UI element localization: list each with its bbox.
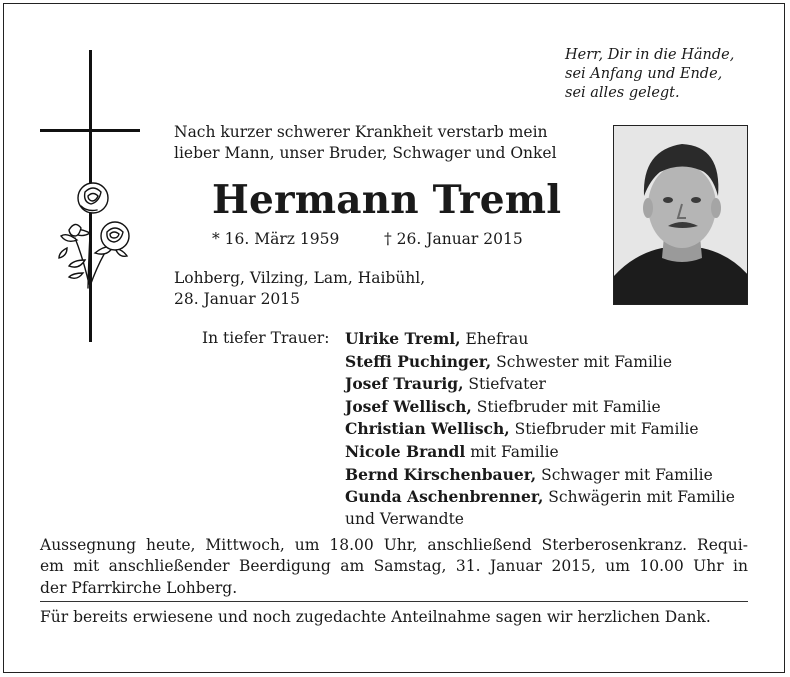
mourner-entry bbox=[345, 418, 735, 441]
place-line: Lohberg, Vilzing, Lam, Haibühl, bbox=[174, 269, 426, 287]
death-date: † 26. Januar 2015 bbox=[384, 230, 523, 248]
mourners-closing: und Verwandte bbox=[345, 509, 464, 528]
service-line: Aussegnung heute, Mittwoch, um 18.00 Uhr, anschließend Sterberosenkranz. Requi- bbox=[40, 536, 748, 554]
mourners-label: In tiefer Trauer: bbox=[202, 329, 330, 347]
date-line: 28. Januar 2015 bbox=[174, 290, 301, 308]
mourner-name: Ulrike Treml, bbox=[345, 329, 461, 348]
quote-line: sei Anfang und Ende, bbox=[565, 66, 723, 82]
quote-line: Herr, Dir in die Hände, bbox=[565, 47, 735, 63]
mourner-entry bbox=[345, 328, 735, 351]
portrait-image bbox=[614, 126, 748, 305]
mourner-entry bbox=[345, 351, 735, 374]
place-date bbox=[174, 268, 425, 310]
mourner-name: Bernd Kirschenbauer, bbox=[345, 464, 537, 484]
mourner-entry bbox=[345, 486, 735, 509]
roses-icon bbox=[55, 178, 135, 290]
portrait-photo bbox=[613, 125, 748, 305]
mourner-entry bbox=[345, 396, 735, 419]
mourner-relation: Schwager mit Familie bbox=[536, 465, 713, 484]
divider bbox=[40, 601, 748, 602]
mourner-relation: Stiefbruder mit Familie bbox=[509, 420, 699, 439]
mourner-relation: Ehefrau bbox=[460, 330, 529, 348]
mourner-relation: Schwägerin mit Familie bbox=[543, 488, 735, 507]
birth-date: * 16. März 1959 bbox=[212, 230, 340, 248]
deceased-name: Hermann Treml bbox=[212, 177, 562, 223]
mourner-entry bbox=[345, 373, 735, 396]
mourner-relation: mit Familie bbox=[465, 442, 559, 461]
thanks-text: Für bereits erwiesene und noch zugedachte Anteilnahme sagen wir herzlichen Dank. bbox=[40, 608, 711, 626]
mourner-name: Steffi Puchinger, bbox=[345, 351, 492, 371]
intro-text bbox=[174, 122, 557, 164]
mourner-relation: Schwester mit Familie bbox=[491, 352, 672, 371]
service-line: der Pfarrkirche Lohberg. bbox=[40, 578, 238, 597]
mourner-name: Christian Wellisch, bbox=[345, 419, 510, 439]
mourner-name: Josef Traurig, bbox=[345, 374, 464, 394]
mourner-name: Josef Wellisch, bbox=[345, 396, 472, 416]
mourner-name: Nicole Brandl bbox=[345, 441, 466, 461]
mourner-relation: Stiefvater bbox=[463, 375, 546, 394]
mourners-list bbox=[345, 328, 735, 530]
cross-crossbar bbox=[40, 129, 140, 132]
mourner-relation: Stiefbruder mit Familie bbox=[471, 397, 661, 416]
quote-line: sei alles gelegt. bbox=[565, 85, 680, 101]
intro-line: lieber Mann, unser Bruder, Schwager und Onkel bbox=[174, 144, 557, 162]
service-line: em mit anschließender Beerdigung am Samstag, 31. Januar 2015, um 10.00 Uhr in bbox=[40, 557, 748, 576]
mourner-entry bbox=[345, 464, 735, 487]
mourner-name: Gunda Aschenbrenner, bbox=[345, 487, 544, 507]
quote-block bbox=[565, 46, 734, 103]
service-info bbox=[40, 535, 748, 599]
mourner-entry bbox=[345, 441, 735, 464]
intro-line: Nach kurzer schwerer Krankheit verstarb mein bbox=[174, 123, 548, 141]
